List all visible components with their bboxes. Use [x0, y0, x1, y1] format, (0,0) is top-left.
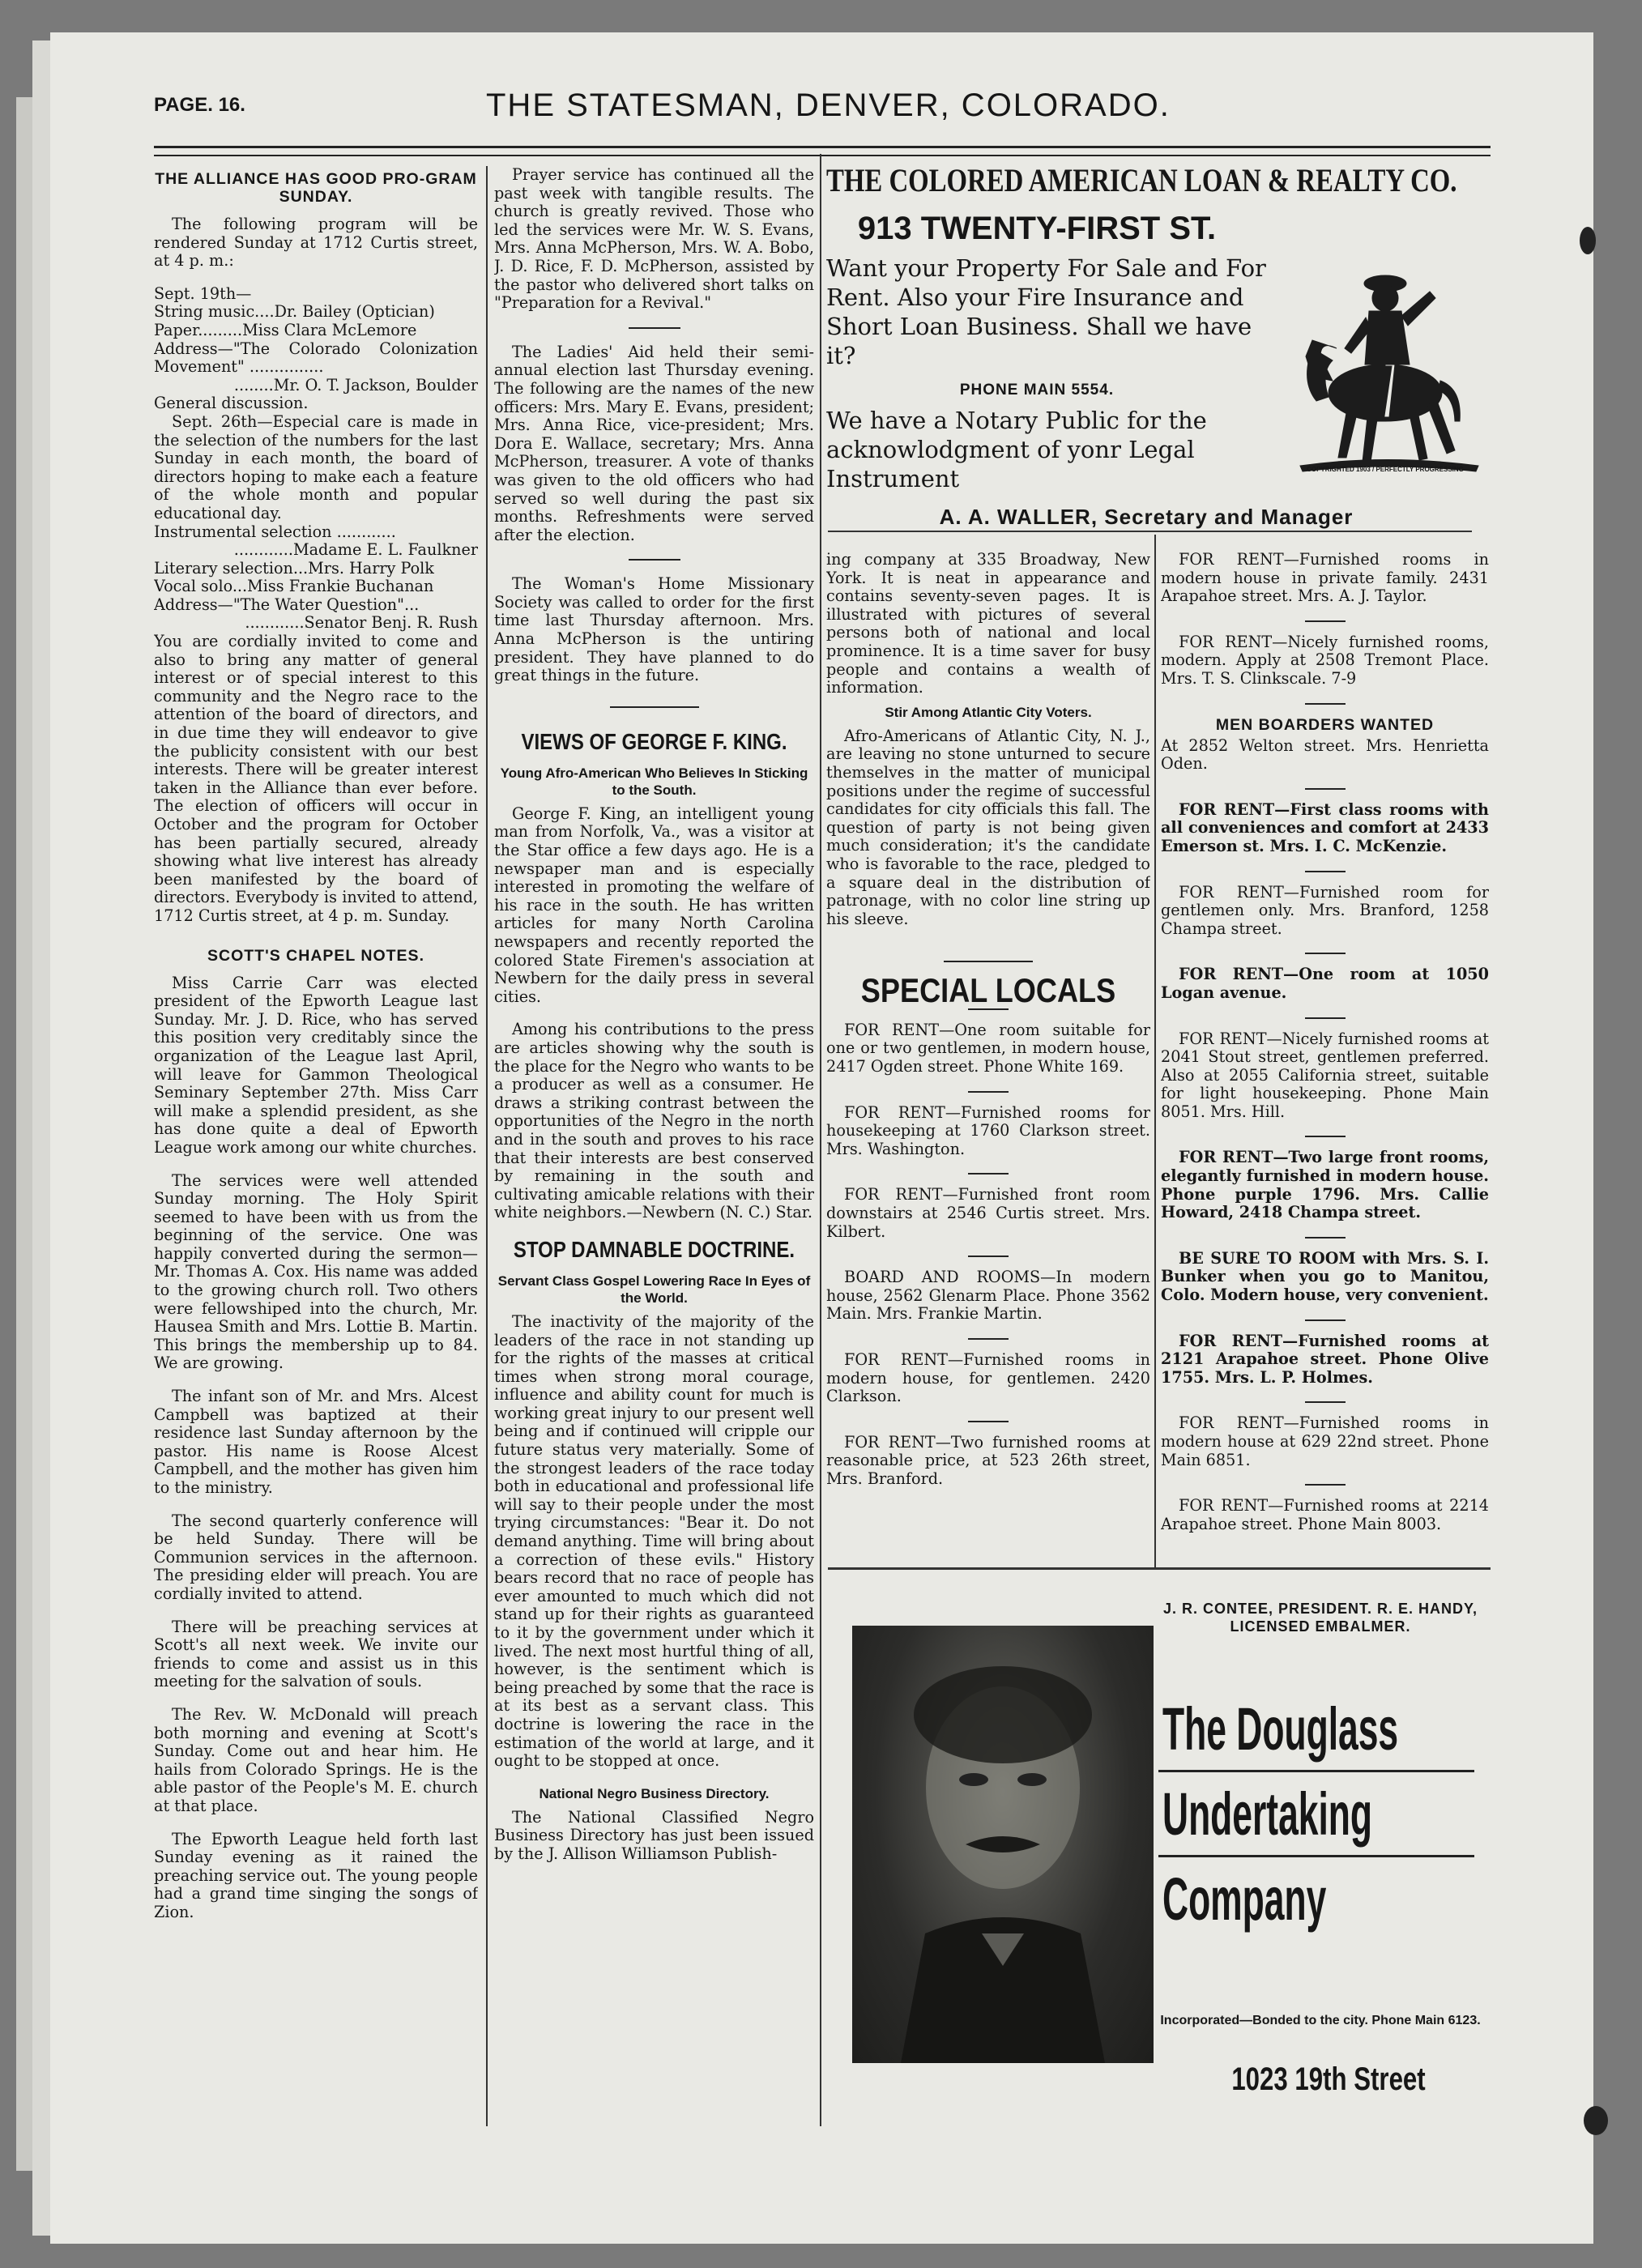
separator: [1158, 1855, 1474, 1857]
paragraph: ing company at 335 Broadway, New York. It is neat in appearance and contains seventy-seven pages. It is illustrated with pictures of several persons both of national and local prominence. It is a time saver for busy people and contains a wealth of information.: [826, 551, 1150, 697]
paragraph: Sept. 26th—Especial care is made in the selection of the numbers for the last Sunday in each month, the board of directors hoping to make each a feature of the whole month and popular educational day.: [154, 411, 478, 522]
ad-address: 1023 19th Street: [1231, 2061, 1426, 2097]
column-1: [154, 170, 478, 2130]
paragraph: Afro-Americans of Atlantic City, N. J., are leaving no stone unturned to secure themselves in the matter of municipal positions under the regime of successful candidates for city officials this fall. The question of party is not being given much consideration; it's the candidate who is favorable to the race, pledged to a square deal in the distribution of patronage, with no color line string up his sleeve.: [826, 726, 1150, 928]
separator: [629, 559, 680, 561]
ad-address: 913 TWENTY-FIRST ST.: [857, 211, 1217, 246]
separator: [610, 706, 699, 708]
classified-ad: FOR RENT—Furnished rooms in modern house at 629 22nd street. Phone Main 6851.: [1161, 1413, 1489, 1469]
classified-ad: At 2852 Welton street. Mrs. Henrietta Oden.: [1161, 735, 1489, 774]
program-line: ............Senator Benj. R. Rush: [245, 613, 478, 633]
paragraph: George F. King, an intelligent young man from Norfolk, Va., was a visitor at the Star office a few days ago. He is a newspaper man and is especially interested in promoting the welfare of his race in the south. He has written articles for many North Carolina newspapers and recently reported the colored State Firemen's association at Newbern for the daily press in several cities.: [494, 804, 814, 1006]
article-subtitle: Servant Class Gospel Lowering Race In Eyes of the World.: [497, 1273, 811, 1306]
paragraph: The Epworth League held forth last Sunday evening as it rained the preaching service out. The young people had a grand time singing the songs of Zion.: [154, 1829, 478, 1921]
ad-officers: J. R. CONTEE, PRESIDENT. R. E. HANDY, LICENSED EMBALMER.: [1162, 1601, 1478, 1635]
paragraph: The inactivity of the majority of the leaders of the race in not standing up for the rights of the masses at critical times when strong moral courage, influence and ability count for much is working great injury to our present well being and if continued will cripple our future status very materially. Some of the strongest leaders of the race today both in educational and professional life will say to their people under the most trying circumstances: "Bear it. Do not demand anything. Time will bring about a correction of these evils." History bears record that no race of people has ever amounted to much which did not stand up for their rights as guaranteed to it by the government under which it lived. The next most hurtful thing of all, however, is the sentiment which is being preached by some that the race is at its best as a servant class. This doctrine is lowering the race in the estimation of the world at large, and it ought to be stopped at once.: [494, 1311, 814, 1771]
classified-ad: FOR RENT—Nicely furnished rooms, modern. Apply at 2508 Tremont Place. Mrs. T. S. Clinkscale. 7-9: [1161, 632, 1489, 688]
column-4: [1161, 551, 1489, 1559]
classified-ad: FOR RENT—Furnished front room downstairs at 2546 Curtis street. Mrs. Kilbert.: [826, 1185, 1150, 1241]
separator: [1305, 1484, 1346, 1486]
ad-title: THE COLORED AMERICAN LOAN & REALTY CO.: [826, 162, 1457, 198]
program-line: ............Madame E. L. Faulkner: [233, 540, 478, 560]
separator: [1305, 1401, 1346, 1403]
separator: [1305, 1017, 1346, 1019]
paragraph: Among his contributions to the press are articles showing why the south is the place for the Negro who wants to be a producer as well as a consumer. He draws a striking contrast between the opportunities of the Negro in the north and in the south and proves to his race that their interests are best conserved by remaining in the south and cultivating amicable relations with their white neighbors.—Newbern (N. C.) Star.: [494, 1020, 814, 1222]
page-damage-mark: [1580, 227, 1596, 254]
page-number: PAGE. 16.: [154, 94, 245, 116]
separator: [1305, 1237, 1346, 1238]
column-divider: [820, 154, 821, 2126]
separator: [944, 961, 1033, 962]
separator: [968, 1091, 1009, 1093]
separator: [1305, 788, 1346, 790]
ad-incorporated: Incorporated—Bonded to the city. Phone Main 6123.: [1160, 2014, 1481, 2027]
article-title: VIEWS OF GEORGE F. KING.: [521, 729, 787, 755]
classified-ad: FOR RENT—First class rooms with all conveniences and comfort at 2433 Emerson st. Mrs. I. C. McKenzie.: [1161, 799, 1489, 855]
classified-ad: BOARD AND ROOMS—In modern house, 2562 Glenarm Place. Phone 3562 Main. Mrs. Frankie Martin.: [826, 1268, 1150, 1324]
paragraph: The Rev. W. McDonald will preach both morning and evening at Scott's Sunday. Come out and hear him. He hails from Colorado Springs. He is the able pastor of the People's M. E. church at that place.: [154, 1704, 478, 1815]
trademark-text: COPYRIGHTED 1903 / PERFECTLY PROGRESSING: [1307, 466, 1464, 473]
program-line: String music....Dr. Bailey (Optician): [154, 302, 435, 322]
undertaking-ad: [826, 1575, 1491, 2134]
classified-ad: FOR RENT—Furnished rooms at 2214 Arapahoe street. Phone Main 8003.: [1161, 1496, 1489, 1533]
column-3: [826, 551, 1150, 1559]
portrait-photo: [852, 1626, 1154, 2063]
article-title: SCOTT'S CHAPEL NOTES.: [207, 946, 424, 965]
classified-ad: FOR RENT—Two furnished rooms at reasonable price, at 523 26th street, Mrs. Branford.: [826, 1432, 1150, 1488]
program-line: Address—"The Water Question"...: [154, 595, 420, 614]
page-header: [154, 87, 1491, 128]
paragraph: Miss Carrie Carr was elected president of the Epworth League last Sunday. Mr. J. D. Rice, who has served this position very creditably since the organization of the League last April, will leave for Gammon Theological Seminary September 27th. Miss Carr will make a splendid president, as she has done quite a deal of Epworth League work among our white churches.: [154, 973, 478, 1157]
program-line: Literary selection...Mrs. Harry Polk: [154, 558, 434, 578]
separator: [968, 1173, 1009, 1174]
ad-bottom-rule: [828, 531, 1472, 532]
ad-phone: PHONE MAIN 5554.: [959, 382, 1115, 399]
classified-ad: BE SURE TO ROOM with Mrs. S. I. Bunker when you go to Manitou, Colo. Modern house, very convenient.: [1161, 1248, 1489, 1305]
paragraph: The second quarterly conference will be held Sunday. There will be Communion services in the afternoon. The presiding elder will preach. You are cordially invited to attend.: [154, 1511, 478, 1603]
company-name-line-3: Company: [1162, 1865, 1327, 1933]
classified-title: MEN BOARDERS WANTED: [1215, 715, 1435, 734]
ad-notary: We have a Notary Public for the acknowlodgment of yonr Legal Instrument: [826, 407, 1207, 492]
separator: [1305, 703, 1346, 705]
paragraph: There will be preaching services at Scott's all next week. We invite our friends to come and assist us in this meeting for the salvation of souls.: [154, 1617, 478, 1691]
program-line: General discussion.: [154, 394, 309, 413]
loan-realty-ad: [826, 162, 1466, 529]
column-2: [494, 166, 814, 2126]
classified-ad: FOR RENT—Furnished rooms in modern house, for gentlemen. 2420 Clarkson.: [826, 1350, 1150, 1406]
separator: [1305, 1319, 1346, 1321]
section-title: SPECIAL LOCALS: [860, 971, 1116, 1010]
article-title: STOP DAMNABLE DOCTRINE.: [513, 1237, 795, 1263]
paragraph: The following program will be rendered Sunday at 1712 Curtis street, at 4 p. m.:: [154, 215, 478, 271]
program-line: Sept. 19th—: [154, 284, 252, 303]
separator: [629, 327, 680, 329]
paragraph: The services were well attended Sunday morning. The Holy Spirit seemed to have been with us from the beginning of the service. One was happily converted during the sermon—Mr. Thomas A. Cox. His name was added to the growing church roll. Two others were fellowshiped into the church, Mr. Hausea Smith and Mrs. Lottie B. Martin. This brings the membership up to 84. We are growing.: [154, 1170, 478, 1373]
paper-edge: [16, 97, 34, 2171]
program-line: Vocal solo...Miss Frankie Buchanan: [154, 577, 434, 596]
article-title: Stir Among Atlantic City Voters.: [885, 704, 1092, 720]
separator: [1305, 953, 1346, 954]
classified-ad: FOR RENT—Furnished rooms for housekeeping at 1760 Clarkson street. Mrs. Washington.: [826, 1102, 1150, 1158]
column-divider: [486, 166, 488, 2126]
paragraph: You are cordially invited to come and also to bring any matter of general interest or of special interest to this community and the Negro race to the attention of the board of directors, and in due time they will endeavor to give the publicity consistent with our best interests. There will be greater interest taken in the Alliance than ever before. The election of officers will occur in October and the program for October has been partially secured, already showing what live interest has already been manifested by the board of directors. Everybody is invited to attend, 1712 Curtis street, at 4 p. m. Sunday.: [154, 632, 478, 925]
program-line: Address—"The Colorado Colonization Movement" ...............: [154, 339, 478, 377]
company-name-line-2: Undertaking: [1162, 1780, 1373, 1848]
article-title: National Negro Business Directory.: [539, 1785, 770, 1801]
separator: [1305, 620, 1346, 622]
program-line: Instrumental selection ............: [154, 522, 396, 541]
separator: [968, 1338, 1009, 1340]
header-rule: [154, 146, 1491, 156]
classified-ad: FOR RENT—Two large front rooms, elegantly furnished in modern house. Phone purple 1796. Mrs. Callie Howard, 2418 Champa street.: [1161, 1148, 1489, 1222]
paragraph: The infant son of Mr. and Mrs. Alcest Campbell was baptized at their residence last Sunday afternoon by the pastor. His name is Roose Alcest Campbell, and the mother has given him to the ministry.: [154, 1387, 478, 1497]
donkey-rider-illustration: [1288, 259, 1482, 474]
column-divider: [1154, 535, 1156, 1567]
article-title: THE ALLIANCE HAS GOOD PRO-GRAM SUNDAY.: [155, 170, 477, 206]
classified-ad: FOR RENT—Nicely furnished rooms at 2041 Stout street, gentlemen preferred. Also at 2055 California street, suitable for light housekeeping. Phone Main 8051. Mrs. Hill.: [1161, 1029, 1489, 1121]
ad-text: Want your Property For Sale and For Rent. Also your Fire Insurance and Short Loan Business. Shall we have it?: [826, 254, 1266, 369]
ad-top-rule: [828, 1567, 1491, 1570]
company-name-line-1: The Douglass: [1162, 1695, 1399, 1763]
classified-ad: FOR RENT—Furnished room for gentlemen only. Mrs. Branford, 1258 Champa street.: [1161, 882, 1489, 938]
separator: [968, 1256, 1009, 1257]
classified-ad: FOR RENT—One room suitable for one or two gentlemen, in modern house, 2417 Ogden street. Phone White 169.: [826, 1020, 1150, 1076]
masthead: THE STATESMAN, DENVER, COLORADO.: [486, 87, 1171, 123]
separator: [1305, 871, 1346, 872]
classified-ad: FOR RENT—Furnished rooms in modern house in private family. 2431 Arapahoe street. Mrs. A. J. Taylor.: [1161, 551, 1489, 606]
page-damage-mark: [1584, 2106, 1608, 2135]
separator: [968, 1421, 1009, 1422]
classified-ad: FOR RENT—One room at 1050 Logan avenue.: [1161, 965, 1489, 1002]
separator: [1305, 1136, 1346, 1137]
classified-ad: FOR RENT—Furnished rooms at 2121 Arapahoe street. Phone Olive 1755. Mrs. L. P. Holmes.: [1161, 1331, 1489, 1387]
paragraph: The National Classified Negro Business Directory has just been issued by the J. Allison Williamson Publish-: [494, 1807, 814, 1863]
ad-manager: A. A. WALLER, Secretary and Manager: [939, 505, 1354, 529]
article-subtitle: Young Afro-American Who Believes In Sticking to the South.: [500, 765, 808, 798]
program-line: ........Mr. O. T. Jackson, Boulder: [233, 375, 478, 394]
paragraph: Prayer service has continued all the past week with tangible results. The church is greatly revived. Those who led the services were Mr. W. S. Evans, Mrs. Anna McPherson, Mrs. W. A. Bobo, J. D. Rice, F. D. McPherson, assisted by the pastor who delivered short talks on "Preparation for a Revival.": [494, 166, 814, 313]
paragraph: The Ladies' Aid held their semi-annual election last Thursday evening. The following are the names of the new officers: Mrs. Mary E. Evans, president; Mrs. Anna Rice, vice-president; Mrs. Dora E. Wallace, secretary; Mrs. Anna McPherson, treasurer. A vote of thanks was given to the old officers who had served so well during the past six months. Refreshments were served after the election.: [494, 342, 814, 544]
separator: [1158, 1770, 1474, 1772]
program-line: Paper.........Miss Clara McLemore: [154, 320, 417, 339]
paragraph: The Woman's Home Missionary Society was called to order for the first time last Thursday afternoon. Mrs. Anna McPherson is the untiring president. They have planned to do great things in the future.: [494, 574, 814, 685]
